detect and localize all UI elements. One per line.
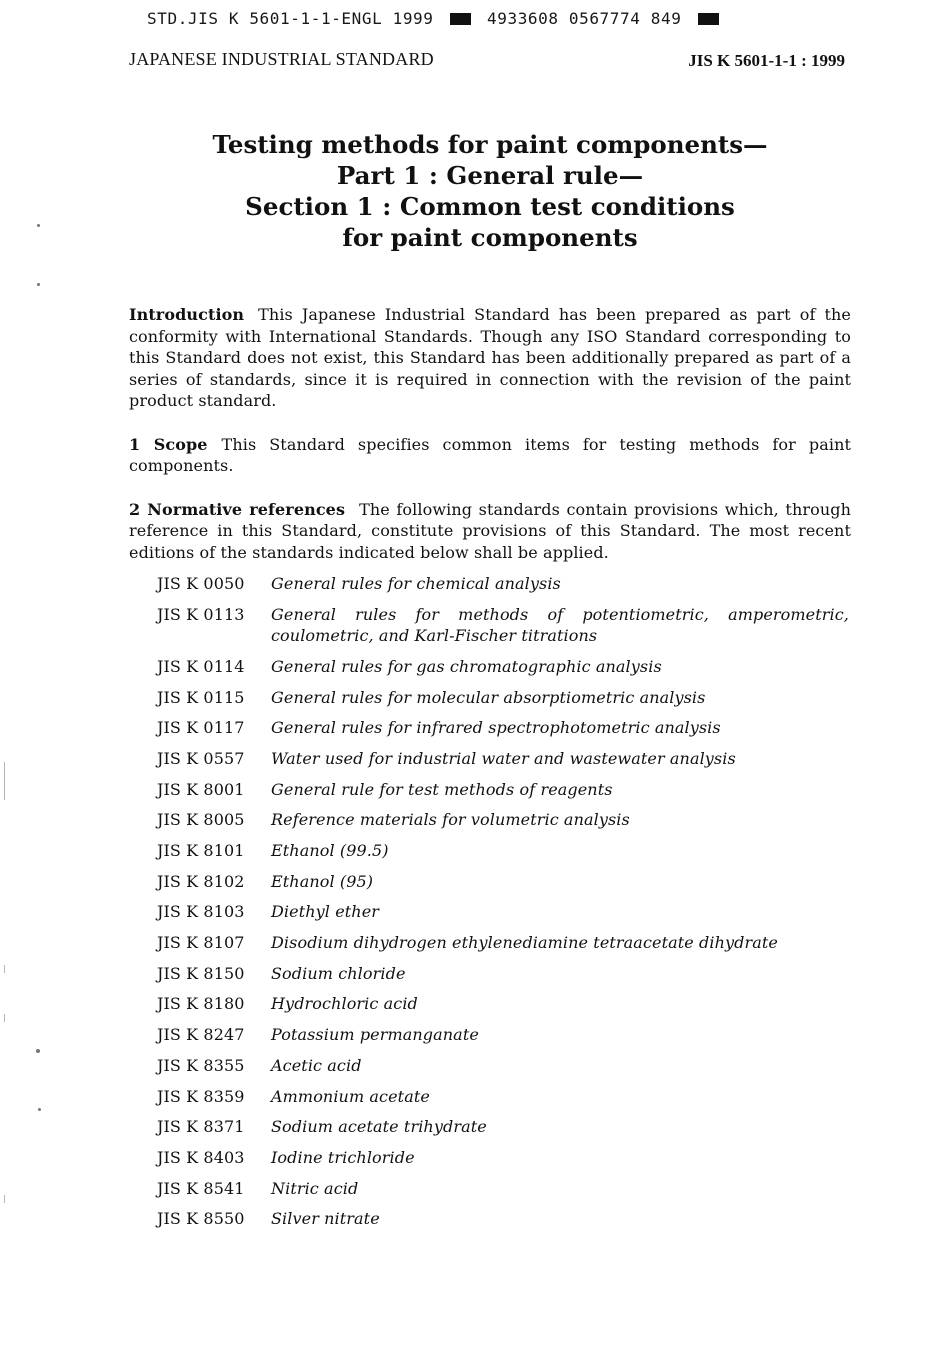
reference-item	[157, 871, 851, 893]
reference-title: Acetic acid	[271, 1055, 362, 1075]
reference-item	[157, 1116, 851, 1138]
reference-item	[157, 656, 851, 678]
title-line: Part 1 : General rule—	[336, 161, 644, 191]
reference-list	[157, 573, 851, 1230]
reference-title: General rules for molecular absorptiometric analysis	[271, 687, 706, 707]
normative-references-text: The following standards contain provisions which, through reference in this Standard, constitute provisions of this Standard. The most recent editions of the standards indicated below shall be applied.	[129, 499, 852, 562]
reference-item	[157, 1024, 851, 1046]
reference-code: JIS K 8005	[157, 810, 245, 830]
scan-edge-mark	[4, 762, 5, 800]
reference-item	[157, 840, 851, 862]
reference-title: Ethanol (99.5)	[271, 841, 389, 860]
reference-title: Water used for industrial water and wastewater analysis	[271, 748, 736, 768]
reference-title: General rules for gas chromatographic analysis	[271, 656, 662, 676]
scan-speck	[36, 1049, 40, 1053]
reference-code: JIS K 8371	[157, 1117, 245, 1137]
document-content	[129, 304, 851, 1239]
reference-title: Potassium permanganate	[271, 1025, 479, 1045]
reference-item	[157, 604, 851, 647]
reference-item	[157, 1178, 851, 1200]
reference-title: Ethanol (95)	[271, 871, 374, 891]
introduction-text: This Japanese Industrial Standard has been prepared as part of the conformity with International Standards. Though any ISO Standard corresponding to this Standard does not exist, this Standard has been additionally prepared as part of a series of standards, since it is required in connection with the revision of the paint product standard.	[129, 305, 851, 410]
introduction-heading: Introduction	[129, 305, 245, 324]
scan-speck	[38, 1108, 41, 1111]
reference-code: JIS K 0117	[157, 718, 245, 738]
scan-edge-mark	[4, 1195, 5, 1203]
reference-code: JIS K 0050	[157, 574, 245, 593]
reference-item	[157, 779, 851, 801]
reference-code: JIS K 8101	[157, 841, 245, 860]
reference-title: Iodine trichloride	[271, 1147, 415, 1167]
reference-item	[157, 717, 851, 739]
scan-edge-mark	[4, 965, 5, 973]
reference-code: JIS K 0557	[157, 748, 245, 768]
reference-item	[157, 1086, 851, 1108]
document-stamp	[147, 9, 787, 28]
reference-item	[157, 901, 851, 923]
stamp-block-icon	[698, 13, 719, 25]
title-line: Testing methods for paint components—	[212, 130, 768, 160]
reference-title: Sodium acetate trihydrate	[271, 1117, 487, 1137]
reference-title: Hydrochloric acid	[271, 994, 418, 1014]
reference-code: JIS K 8103	[157, 902, 245, 922]
reference-item	[157, 932, 851, 954]
reference-code: JIS K 0114	[157, 656, 245, 676]
reference-code: JIS K 8247	[157, 1025, 245, 1045]
scan-speck	[37, 224, 40, 227]
reference-title: Reference materials for volumetric analysis	[271, 810, 630, 830]
reference-code: JIS K 8001	[157, 779, 245, 799]
title-line: for paint components	[342, 223, 638, 253]
reference-code: JIS K 0113	[157, 604, 245, 624]
reference-item	[157, 963, 851, 985]
reference-item	[157, 1208, 851, 1230]
reference-code: JIS K 8180	[157, 994, 245, 1014]
normative-references-paragraph	[129, 499, 851, 564]
reference-code: JIS K 8355	[157, 1055, 245, 1075]
scope-heading: 1 Scope	[129, 434, 208, 454]
reference-item	[157, 573, 851, 595]
reference-title: General rule for test methods of reagents	[271, 779, 613, 799]
reference-code: JIS K 8550	[157, 1209, 245, 1229]
normative-references-section	[129, 499, 851, 1230]
reference-item	[157, 809, 851, 831]
scope-text: This Standard specifies common items for testing methods for paint components.	[129, 434, 851, 475]
document-title	[120, 129, 860, 253]
title-line: Section 1 : Common test conditions	[245, 192, 735, 222]
reference-title: General rules for methods of potentiometric, amperometric, coulometric, and Karl-Fischer titrations	[271, 604, 849, 646]
reference-title: Ammonium acetate	[271, 1086, 430, 1106]
introduction-paragraph	[129, 304, 851, 412]
scan-speck	[37, 283, 40, 286]
reference-item	[157, 748, 851, 770]
reference-code: JIS K 8403	[157, 1147, 245, 1167]
reference-title: Diethyl ether	[271, 902, 380, 922]
normative-references-heading: 2 Normative references	[129, 499, 346, 519]
reference-title: Sodium chloride	[271, 963, 406, 983]
reference-code: JIS K 8107	[157, 933, 245, 953]
reference-code: JIS K 0115	[157, 687, 245, 707]
reference-title: Silver nitrate	[271, 1209, 380, 1229]
reference-item	[157, 687, 851, 709]
standard-label: JAPANESE INDUSTRIAL STANDARD	[129, 49, 434, 69]
reference-title: Nitric acid	[271, 1178, 359, 1198]
reference-item	[157, 993, 851, 1015]
reference-code: JIS K 8359	[157, 1086, 245, 1106]
reference-title: Disodium dihydrogen ethylenediamine tetraacetate dihydrate	[271, 933, 778, 953]
reference-code: JIS K 8150	[157, 963, 245, 983]
reference-item	[157, 1055, 851, 1077]
stamp-left-text: STD.JIS K 5601-1-1-ENGL 1999	[147, 9, 434, 28]
scope-paragraph	[129, 434, 851, 477]
reference-code: JIS K 8102	[157, 871, 245, 891]
reference-item	[157, 1147, 851, 1169]
reference-code: JIS K 8541	[157, 1178, 245, 1198]
reference-title: General rules for chemical analysis	[271, 574, 561, 593]
standard-number: JIS K 5601-1-1 : 1999	[688, 51, 845, 70]
stamp-block-icon	[450, 13, 471, 25]
stamp-right-text: 4933608 0567774 849	[487, 9, 682, 28]
reference-title: General rules for infrared spectrophotometric analysis	[271, 718, 721, 738]
scan-edge-mark	[4, 1014, 5, 1022]
